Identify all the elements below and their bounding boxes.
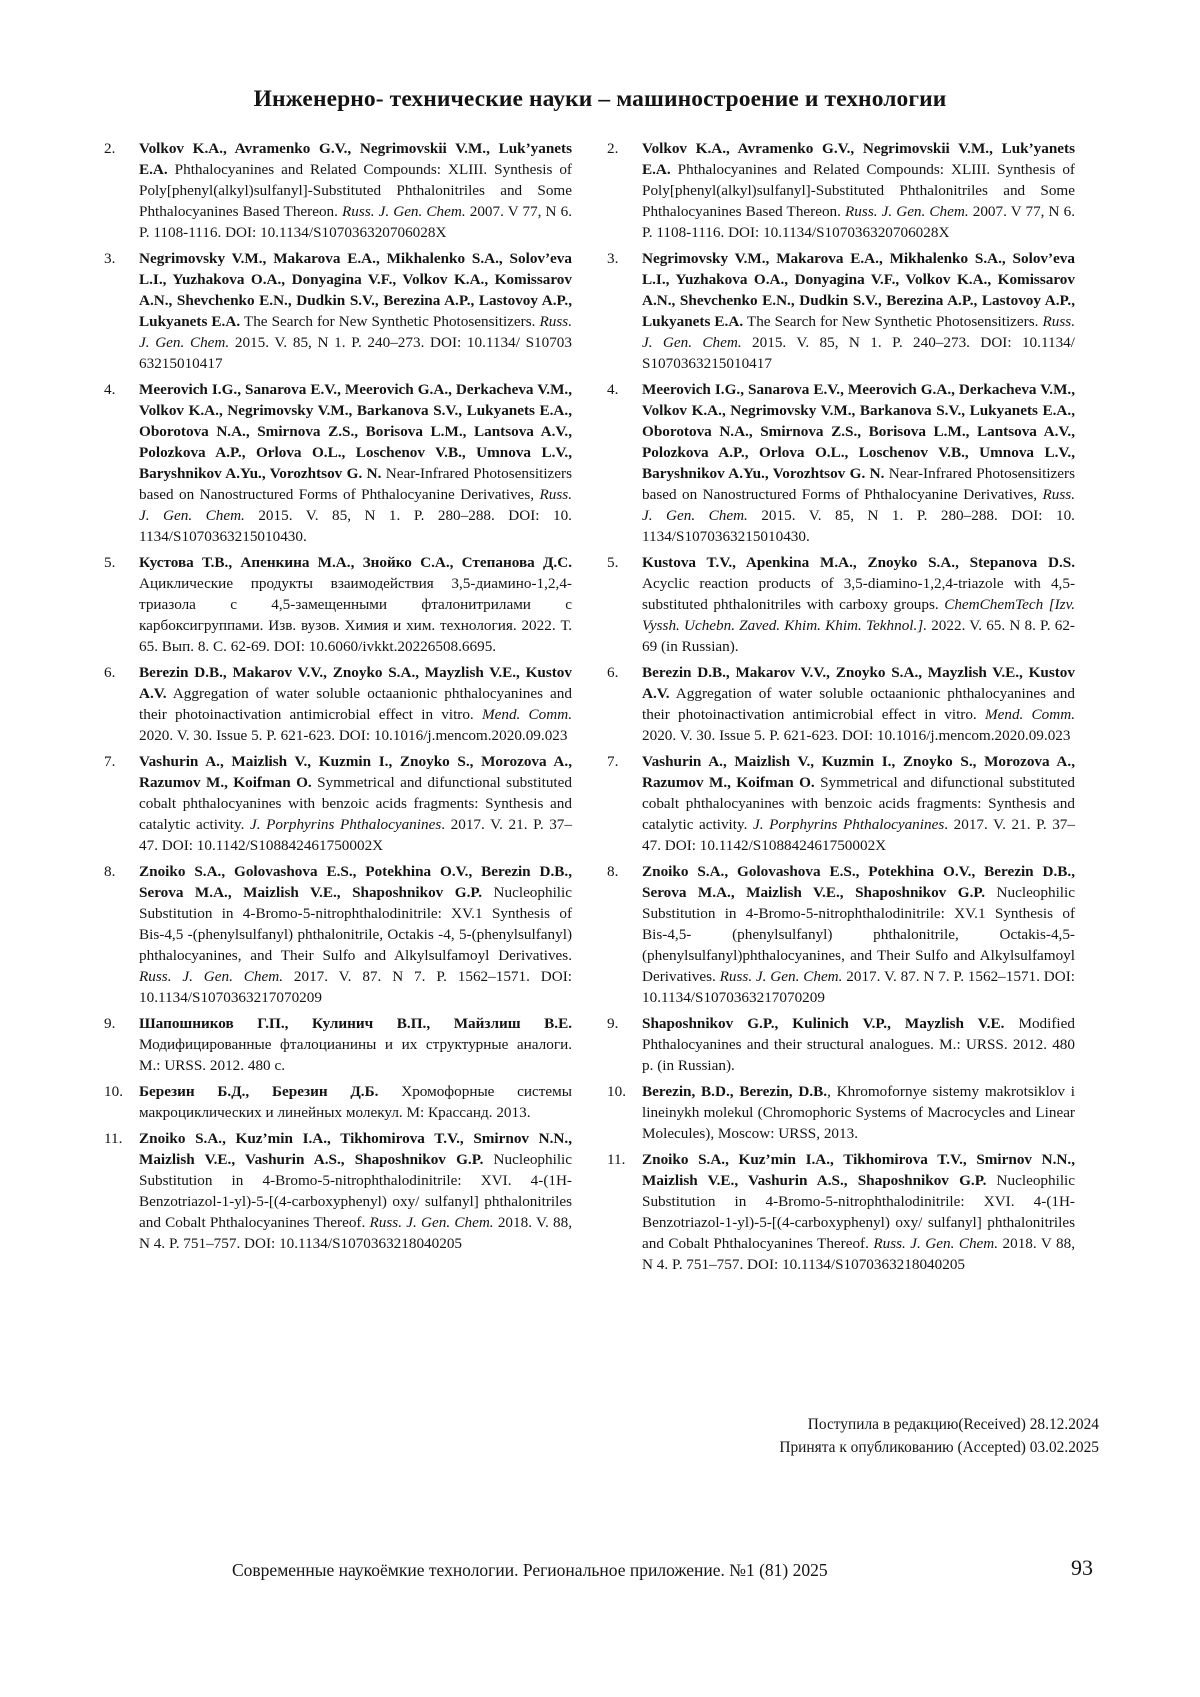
reference-authors: Znoiko S.A., Golovashova E.S., Potekhina O.V., Berezin D.B., Serova M.A., Maizlish V.E., Shaposhnikov G.P.	[642, 863, 1075, 901]
reference-title: The Search for New Synthetic Photosensitizers.	[743, 313, 1043, 330]
reference-number: 2.	[607, 140, 619, 157]
reference-number: 11.	[607, 1151, 626, 1168]
reference-journal: Russ. J. Gen. Chem.	[642, 486, 1075, 524]
reference-list-left	[104, 138, 572, 1254]
reference-details: 2018. V 88, N 4. P. 751–757. DOI: 10.1134/S1070363218040205	[642, 1235, 1076, 1273]
reference-details: 2017. V. 87. N 7. P. 1562–1571. DOI: 10.1134/S1070363217070209	[139, 968, 572, 1006]
submission-dates	[779, 1413, 1099, 1459]
reference-title: The Search for New Synthetic Photosensitizers.	[240, 313, 540, 330]
reference-number: 9.	[104, 1015, 116, 1032]
reference-title: Acyclic reaction products of 3,5-diamino-1,2,4-triazole with 4,5-substituted phthalonitriles with carboxy groups.	[642, 575, 1075, 613]
page-number: 93	[1071, 1555, 1093, 1580]
reference-authors: Березин Б.Д., Березин Д.Б.	[139, 1083, 379, 1100]
reference-title: Near-Infrared Photosensitizers based on Nanostructured Forms of Phthalocyanine Derivatives,	[139, 465, 572, 503]
reference-title: Phthalocyanines and Related Compounds: XLIII. Synthesis of Poly[phenyl(alkyl)sulfanyl]-Substituted Phthalonitriles and Some Phthalocyanines Based Thereon.	[139, 161, 572, 220]
reference-number: 8.	[104, 863, 116, 880]
reference-authors: Znoiko S.A., Kuz’min I.A., Tikhomirova T.V., Smirnov N.N., Maizlish V.E., Vashurin A.S., Shaposhnikov G.P.	[139, 1130, 572, 1168]
reference-journal: Russ. J. Gen. Chem.	[873, 1235, 999, 1252]
references-english-column	[607, 138, 1075, 1280]
reference-number: 10.	[104, 1083, 123, 1100]
reference-journal: ChemChemTech [Izv. Vyssh. Uchebn. Zaved. Khim. Khim. Tekhnol.].	[642, 596, 1076, 634]
reference-title: Ациклические продукты взаимодействия 3,5-диамино-1,2,4-триазола с 4,5-замещенными фталонитрилами с карбоксигруппами. Изв. вузов. Химия и хим. технология. 2022. Т. 65. Вып. 8. С. 62-69. DOI: 10.6060/ivkkt.20226508.6695.	[139, 575, 572, 655]
reference-journal: Russ. J. Gen. Chem.	[369, 1214, 494, 1231]
reference-title: Nucleophilic Substitution in 4-Bromo-5-nitrophthalodinitrile: XV.1 Synthesis of Bis-4,5 -(phenylsulfanyl) phthalonitrile, Octakis -4, 5-(phenylsulfanyl) phthalocyanines, and Their Sulfo and Alkylsulfamoyl Derivatives.	[139, 884, 572, 964]
reference-journal: Mend. Comm.	[481, 706, 572, 723]
reference-number: 9.	[607, 1015, 619, 1032]
accepted-date: Принята к опубликованию (Accepted) 03.02.2025	[779, 1439, 1099, 1456]
reference-authors: Berezin D.B., Makarov V.V., Znoyko S.A., Mayzlish V.E., Kustov A.V.	[139, 664, 572, 702]
reference-title: Nucleophilic Substitution in 4-Bromo-5-nitrophthalodinitrile: XVI. 4-(1H-Benzotriazol-1-yl)-5-[(4-carboxyphenyl) oxy/ sulfanyl] phthalonitriles and Cobalt Phthalocyanines Thereof.	[642, 1172, 1075, 1252]
reference-item	[607, 1013, 1075, 1076]
reference-details: 2020. V. 30. Issue 5. P. 621-623. DOI: 10.1016/j.mencom.2020.09.023	[139, 727, 568, 744]
reference-authors: Berezin, B.D., Berezin, D.B.	[642, 1083, 828, 1100]
reference-item	[607, 248, 1075, 374]
reference-journal: Mend. Comm.	[984, 706, 1075, 723]
reference-details: 2015. V. 85, N 1. P. 240–273. DOI: 10.1134/ S10703 63215010417	[139, 334, 572, 372]
reference-number: 5.	[104, 554, 116, 571]
reference-number: 4.	[607, 381, 619, 398]
reference-title: Модифицированные фталоцианины и их структурные аналоги. М.: URSS. 2012. 480 с.	[139, 1036, 572, 1074]
reference-authors: Znoiko S.A., Golovashova E.S., Potekhina O.V., Berezin D.B., Serova M.A., Maizlish V.E., Shaposhnikov G.P.	[139, 863, 572, 901]
reference-number: 4.	[104, 381, 116, 398]
reference-authors: Kustova T.V., Apenkina M.A., Znoyko S.A., Stepanova D.S.	[642, 554, 1075, 571]
running-header: Инженерно- технические науки – машиностроение и технологии	[253, 86, 947, 112]
reference-item	[104, 662, 572, 746]
reference-authors: Negrimovsky V.M., Makarova E.A., Mikhalenko S.A., Solov’eva L.I., Yuzhakova O.A., Donyagina V.F., Volkov K.A., Komissarov A.N., Shevchenko E.N., Dudkin S.V., Berezina A.P., Lastovoy A.P., Lukyanets E.A.	[139, 250, 572, 330]
reference-journal: J. Porphyrins Phthalocyanines	[752, 816, 945, 833]
reference-journal: Russ. J. Gen. Chem.	[139, 968, 283, 985]
reference-authors: Meerovich I.G., Sanarova E.V., Meerovich G.A., Derkacheva V.M., Volkov K.A., Negrimovsky V.M., Barkanova S.V., Lukyanets E.A., Oborotova N.A., Smirnova Z.S., Borisova L.M., Lantsova A.V., Polozkova A.P., Orlova O.L., Loschenov V.B., Umnova L.V., Baryshnikov A.Yu., Vorozhtsov G. N.	[139, 381, 572, 482]
reference-details: 2018. V. 88, N 4. P. 751–757. DOI: 10.1134/S1070363218040205	[139, 1214, 572, 1252]
reference-item	[104, 552, 572, 657]
reference-authors: Berezin D.B., Makarov V.V., Znoyko S.A., Mayzlish V.E., Kustov A.V.	[642, 664, 1075, 702]
reference-details: 2007. V 77, N 6. P. 1108-1116. DOI: 10.1134/S107036320706028X	[139, 203, 572, 241]
reference-number: 2.	[104, 140, 116, 157]
reference-number: 8.	[607, 863, 619, 880]
reference-authors: Vashurin A., Maizlish V., Kuzmin I., Znoyko S., Morozova A., Razumov M., Koifman O.	[642, 753, 1075, 791]
reference-journal: Russ. J. Gen. Chem.	[642, 313, 1075, 351]
reference-list-right	[607, 138, 1075, 1275]
reference-title: , Khromofornye sistemy makrotsiklov i lineinykh molekul (Chromophoric Systems of Macrocycles and Linear Molecules), Moscow: URSS, 2013.	[642, 1083, 1075, 1142]
references-russian-column	[104, 138, 572, 1259]
reference-item	[607, 379, 1075, 547]
reference-item	[607, 552, 1075, 657]
reference-number: 3.	[104, 250, 116, 267]
reference-title: Near-Infrared Photosensitizers based on Nanostructured Forms of Phthalocyanine Derivatives,	[642, 465, 1075, 503]
reference-title: Symmetrical and difunctional substituted cobalt phthalocyanines with benzoic acids fragments: Synthesis and catalytic activity.	[139, 774, 572, 833]
reference-number: 11.	[104, 1130, 123, 1147]
reference-details: 2015. V. 85, N 1. P. 240–273. DOI: 10.1134/ S1070363215010417	[642, 334, 1075, 372]
reference-authors: Volkov K.A., Avramenko G.V., Negrimovskii V.M., Luk’yanets E.A.	[642, 140, 1075, 178]
reference-item	[607, 138, 1075, 243]
reference-authors: Кустова Т.В., Апенкина М.А., Знойко С.А., Степанова Д.С.	[139, 554, 572, 571]
reference-journal: J. Porphyrins Phthalocyanines	[249, 816, 442, 833]
reference-item	[104, 1013, 572, 1076]
reference-details: . 2017. V. 21. P. 37–47. DOI: 10.1142/S108842461750002X	[139, 816, 572, 854]
reference-authors: Negrimovsky V.M., Makarova E.A., Mikhalenko S.A., Solov’eva L.I., Yuzhakova O.A., Donyagina V.F., Volkov K.A., Komissarov A.N., Shevchenko E.N., Dudkin S.V., Berezina A.P., Lastovoy A.P., Lukyanets E.A.	[642, 250, 1075, 330]
reference-title: Nucleophilic Substitution in 4-Bromo-5-nitrophthalodinitrile: XVI. 4-(1H-Benzotriazol-1-yl)-5-[(4-carboxyphenyl) oxy/ sulfanyl] phthalonitriles and Cobalt Phthalocyanines Thereof.	[139, 1151, 572, 1231]
reference-item	[104, 379, 572, 547]
reference-title: Nucleophilic Substitution in 4-Bromo-5-nitrophthalodinitrile: XV.1 Synthesis of Bis-4,5- (phenylsulfanyl) phthalonitrile, Octakis-4,5-(phenylsulfanyl)phthalocyanines, and Their Sulfo and Alkylsulfamoyl Derivatives.	[642, 884, 1075, 985]
reference-item	[607, 1149, 1075, 1275]
reference-authors: Vashurin A., Maizlish V., Kuzmin I., Znoyko S., Morozova A., Razumov M., Koifman O.	[139, 753, 572, 791]
reference-details: 2020. V. 30. Issue 5. P. 621-623. DOI: 10.1016/j.mencom.2020.09.023	[642, 727, 1071, 744]
reference-details: . 2017. V. 21. P. 37–47. DOI: 10.1142/S108842461750002X	[642, 816, 1075, 854]
reference-title: Aggregation of water soluble octaanionic phthalocyanines and their photoinactivation antimicrobial effect in vitro.	[139, 685, 572, 723]
reference-journal: Russ. J. Gen. Chem.	[719, 968, 843, 985]
reference-number: 7.	[607, 753, 619, 770]
reference-number: 10.	[607, 1083, 626, 1100]
reference-journal: Russ. J. Gen. Chem.	[139, 313, 572, 351]
reference-number: 7.	[104, 753, 116, 770]
reference-details: 2007. V 77, N 6. P. 1108-1116. DOI: 10.1134/S107036320706028X	[642, 203, 1075, 241]
reference-details: 2017. V. 87. N 7. P. 1562–1571. DOI: 10.1134/S1070363217070209	[642, 968, 1075, 1006]
reference-item	[104, 1128, 572, 1254]
reference-authors: Volkov K.A., Avramenko G.V., Negrimovskii V.M., Luk’yanets E.A.	[139, 140, 572, 178]
reference-number: 3.	[607, 250, 619, 267]
reference-item	[104, 861, 572, 1008]
reference-authors: Shaposhnikov G.P., Kulinich V.P., Mayzlish V.E.	[642, 1015, 1005, 1032]
reference-details: 2015. V. 85, N 1. P. 280–288. DOI: 10. 1134/S1070363215010430.	[642, 507, 1075, 545]
reference-journal: Russ. J. Gen. Chem.	[845, 203, 969, 220]
journal-footer: Современные наукоёмкие технологии. Региональное приложение. №1 (81) 2025	[232, 1560, 828, 1580]
reference-title: Modified Phthalocyanines and their structural analogues. M.: URSS. 2012. 480 p. (in Russian).	[642, 1015, 1075, 1074]
reference-title: Хромофорные системы макроциклических и линейных молекул. М: Крассанд. 2013.	[139, 1083, 572, 1121]
reference-details: 2015. V. 85, N 1. P. 280–288. DOI: 10. 1134/S1070363215010430.	[139, 507, 572, 545]
reference-item	[104, 138, 572, 243]
reference-title: Symmetrical and difunctional substituted cobalt phthalocyanines with benzoic acids fragments: Synthesis and catalytic activity.	[642, 774, 1075, 833]
reference-item	[607, 751, 1075, 856]
received-date: Поступила в редакцию(Received) 28.12.2024	[807, 1416, 1099, 1433]
reference-item	[104, 1081, 572, 1123]
reference-number: 6.	[104, 664, 116, 681]
reference-item	[607, 861, 1075, 1008]
reference-item	[607, 662, 1075, 746]
reference-journal: Russ. J. Gen. Chem.	[139, 486, 572, 524]
reference-title: Aggregation of water soluble octaanionic phthalocyanines and their photoinactivation antimicrobial effect in vitro.	[642, 685, 1075, 723]
reference-number: 6.	[607, 664, 619, 681]
reference-item	[607, 1081, 1075, 1144]
reference-authors: Шапошников Г.П., Кулинич В.П., Майзлиш В.Е.	[139, 1015, 572, 1032]
reference-journal: Russ. J. Gen. Chem.	[342, 203, 466, 220]
reference-item	[104, 751, 572, 856]
reference-authors: Meerovich I.G., Sanarova E.V., Meerovich G.A., Derkacheva V.M., Volkov K.A., Negrimovsky V.M., Barkanova S.V., Lukyanets E.A., Oborotova N.A., Smirnova Z.S., Borisova L.M., Lantsova A.V., Polozkova A.P., Orlova O.L., Loschenov V.B., Umnova L.V., Baryshnikov A.Yu., Vorozhtsov G. N.	[642, 381, 1075, 482]
reference-authors: Znoiko S.A., Kuz’min I.A., Tikhomirova T.V., Smirnov N.N., Maizlish V.E., Vashurin A.S., Shaposhnikov G.P.	[642, 1151, 1075, 1189]
reference-title: Phthalocyanines and Related Compounds: XLIII. Synthesis of Poly[phenyl(alkyl)sulfanyl]-Substituted Phthalonitriles and Some Phthalocyanines Based Thereon.	[642, 161, 1075, 220]
reference-number: 5.	[607, 554, 619, 571]
reference-item	[104, 248, 572, 374]
reference-details: 2022. V. 65. N 8. P. 62-69 (in Russian).	[642, 617, 1075, 655]
